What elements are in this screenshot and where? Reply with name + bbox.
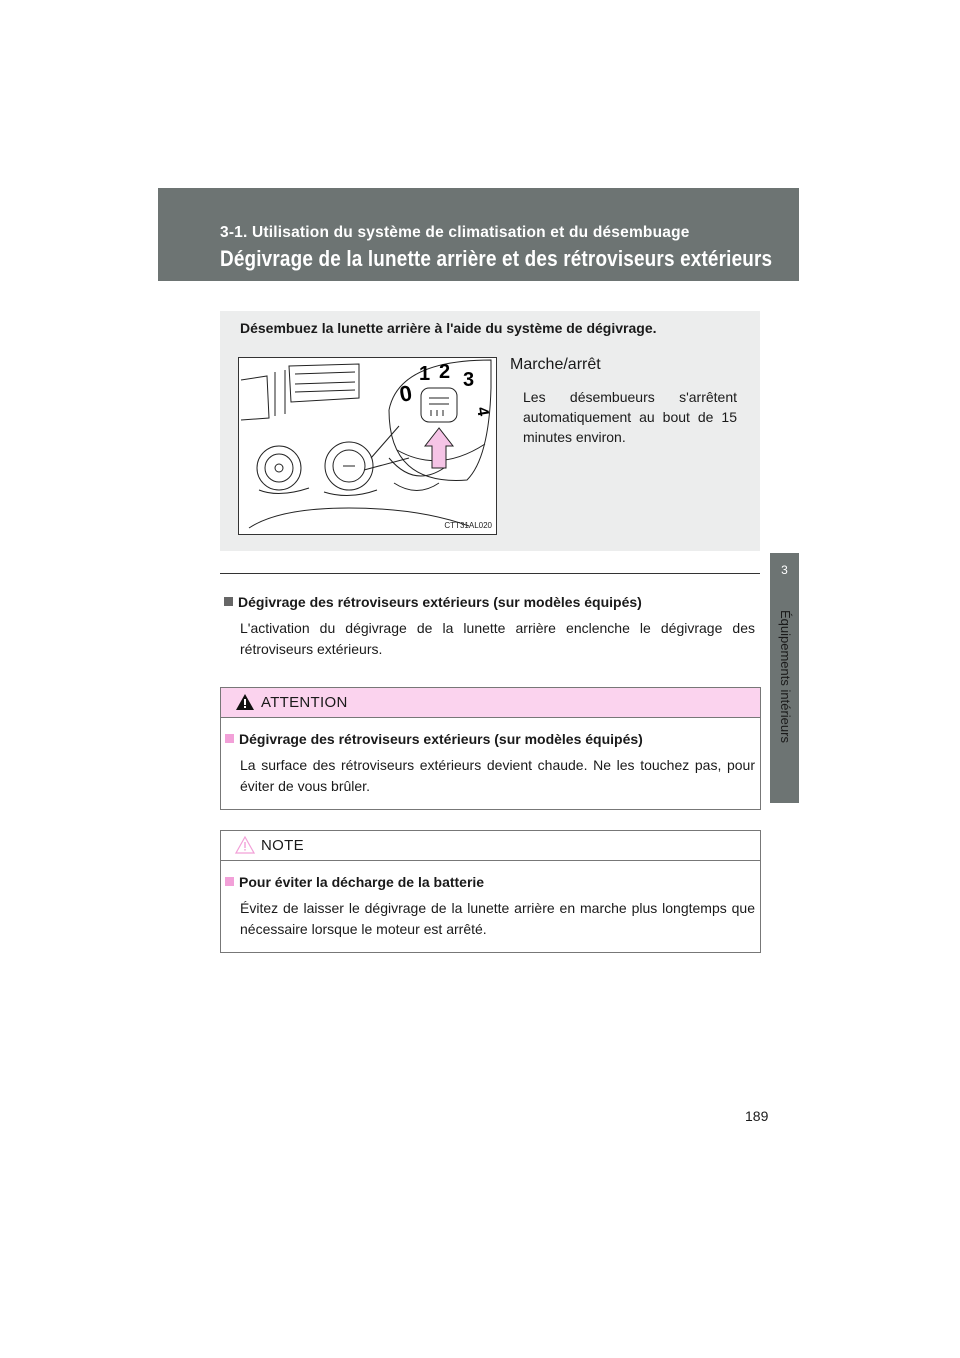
attention-label: ATTENTION: [261, 694, 348, 711]
section1-heading-text: Dégivrage des rétroviseurs extérieurs (sur modèles équipés): [238, 594, 642, 610]
section1-heading: [224, 594, 642, 610]
attention-box: [220, 687, 761, 810]
callout-title: Marche/arrêt: [510, 356, 601, 373]
page-number: 189: [745, 1108, 769, 1124]
note-heading-text: Pour éviter la décharge de la batterie: [239, 874, 485, 890]
header-band: [158, 188, 799, 281]
chapter-label: Équipements intérieurs: [778, 610, 793, 743]
warning-icon: [235, 693, 255, 711]
dial-number-1: 1: [419, 363, 431, 385]
note-label: NOTE: [261, 837, 304, 854]
dial-number-2: 2: [439, 361, 451, 383]
callout-text: Les désembueurs s'arrêtent automatiquement au bout de 15 minutes environ.: [523, 389, 737, 445]
dashboard-drawing: [239, 358, 496, 534]
bullet-square-icon: [225, 734, 234, 743]
attention-header: [221, 688, 760, 718]
divider: [220, 573, 760, 574]
dial-number-4: 4: [473, 405, 492, 418]
attention-text: La surface des rétroviseurs extérieurs devient chaude. Ne les touchez pas, pour éviter de vous brûler.: [240, 757, 755, 794]
info-panel: [220, 311, 760, 551]
bullet-square-icon: [225, 877, 234, 886]
note-box: [220, 830, 761, 953]
page-title: Dégivrage de la lunette arrière et des rétroviseurs extérieurs: [220, 246, 773, 271]
chapter-number: 3: [781, 563, 788, 577]
note-header: [221, 831, 760, 861]
figure-code: CTT31AL020: [444, 521, 492, 530]
note-text: Évitez de laisser le dégivrage de la lunette arrière en marche plus longtemps que nécessaire lorsque le moteur est arrêté.: [240, 900, 755, 937]
bullet-square-icon: [224, 597, 233, 606]
attention-heading-text: Dégivrage des rétroviseurs extérieurs (sur modèles équipés): [239, 731, 643, 747]
dial-number-0: 0: [397, 380, 414, 407]
attention-heading: [225, 731, 643, 747]
defroster-illustration: [238, 357, 497, 535]
section1-text: L'activation du dégivrage de la lunette arrière enclenche le dégivrage des rétroviseurs extérieurs.: [240, 620, 755, 657]
dial-number-3: 3: [463, 369, 475, 391]
note-heading: [225, 874, 484, 890]
section-label: 3-1. Utilisation du système de climatisation et du désembuage: [220, 224, 690, 241]
intro-text: Désembuez la lunette arrière à l'aide du système de dégivrage.: [240, 320, 657, 336]
caution-outline-icon: [235, 836, 255, 854]
